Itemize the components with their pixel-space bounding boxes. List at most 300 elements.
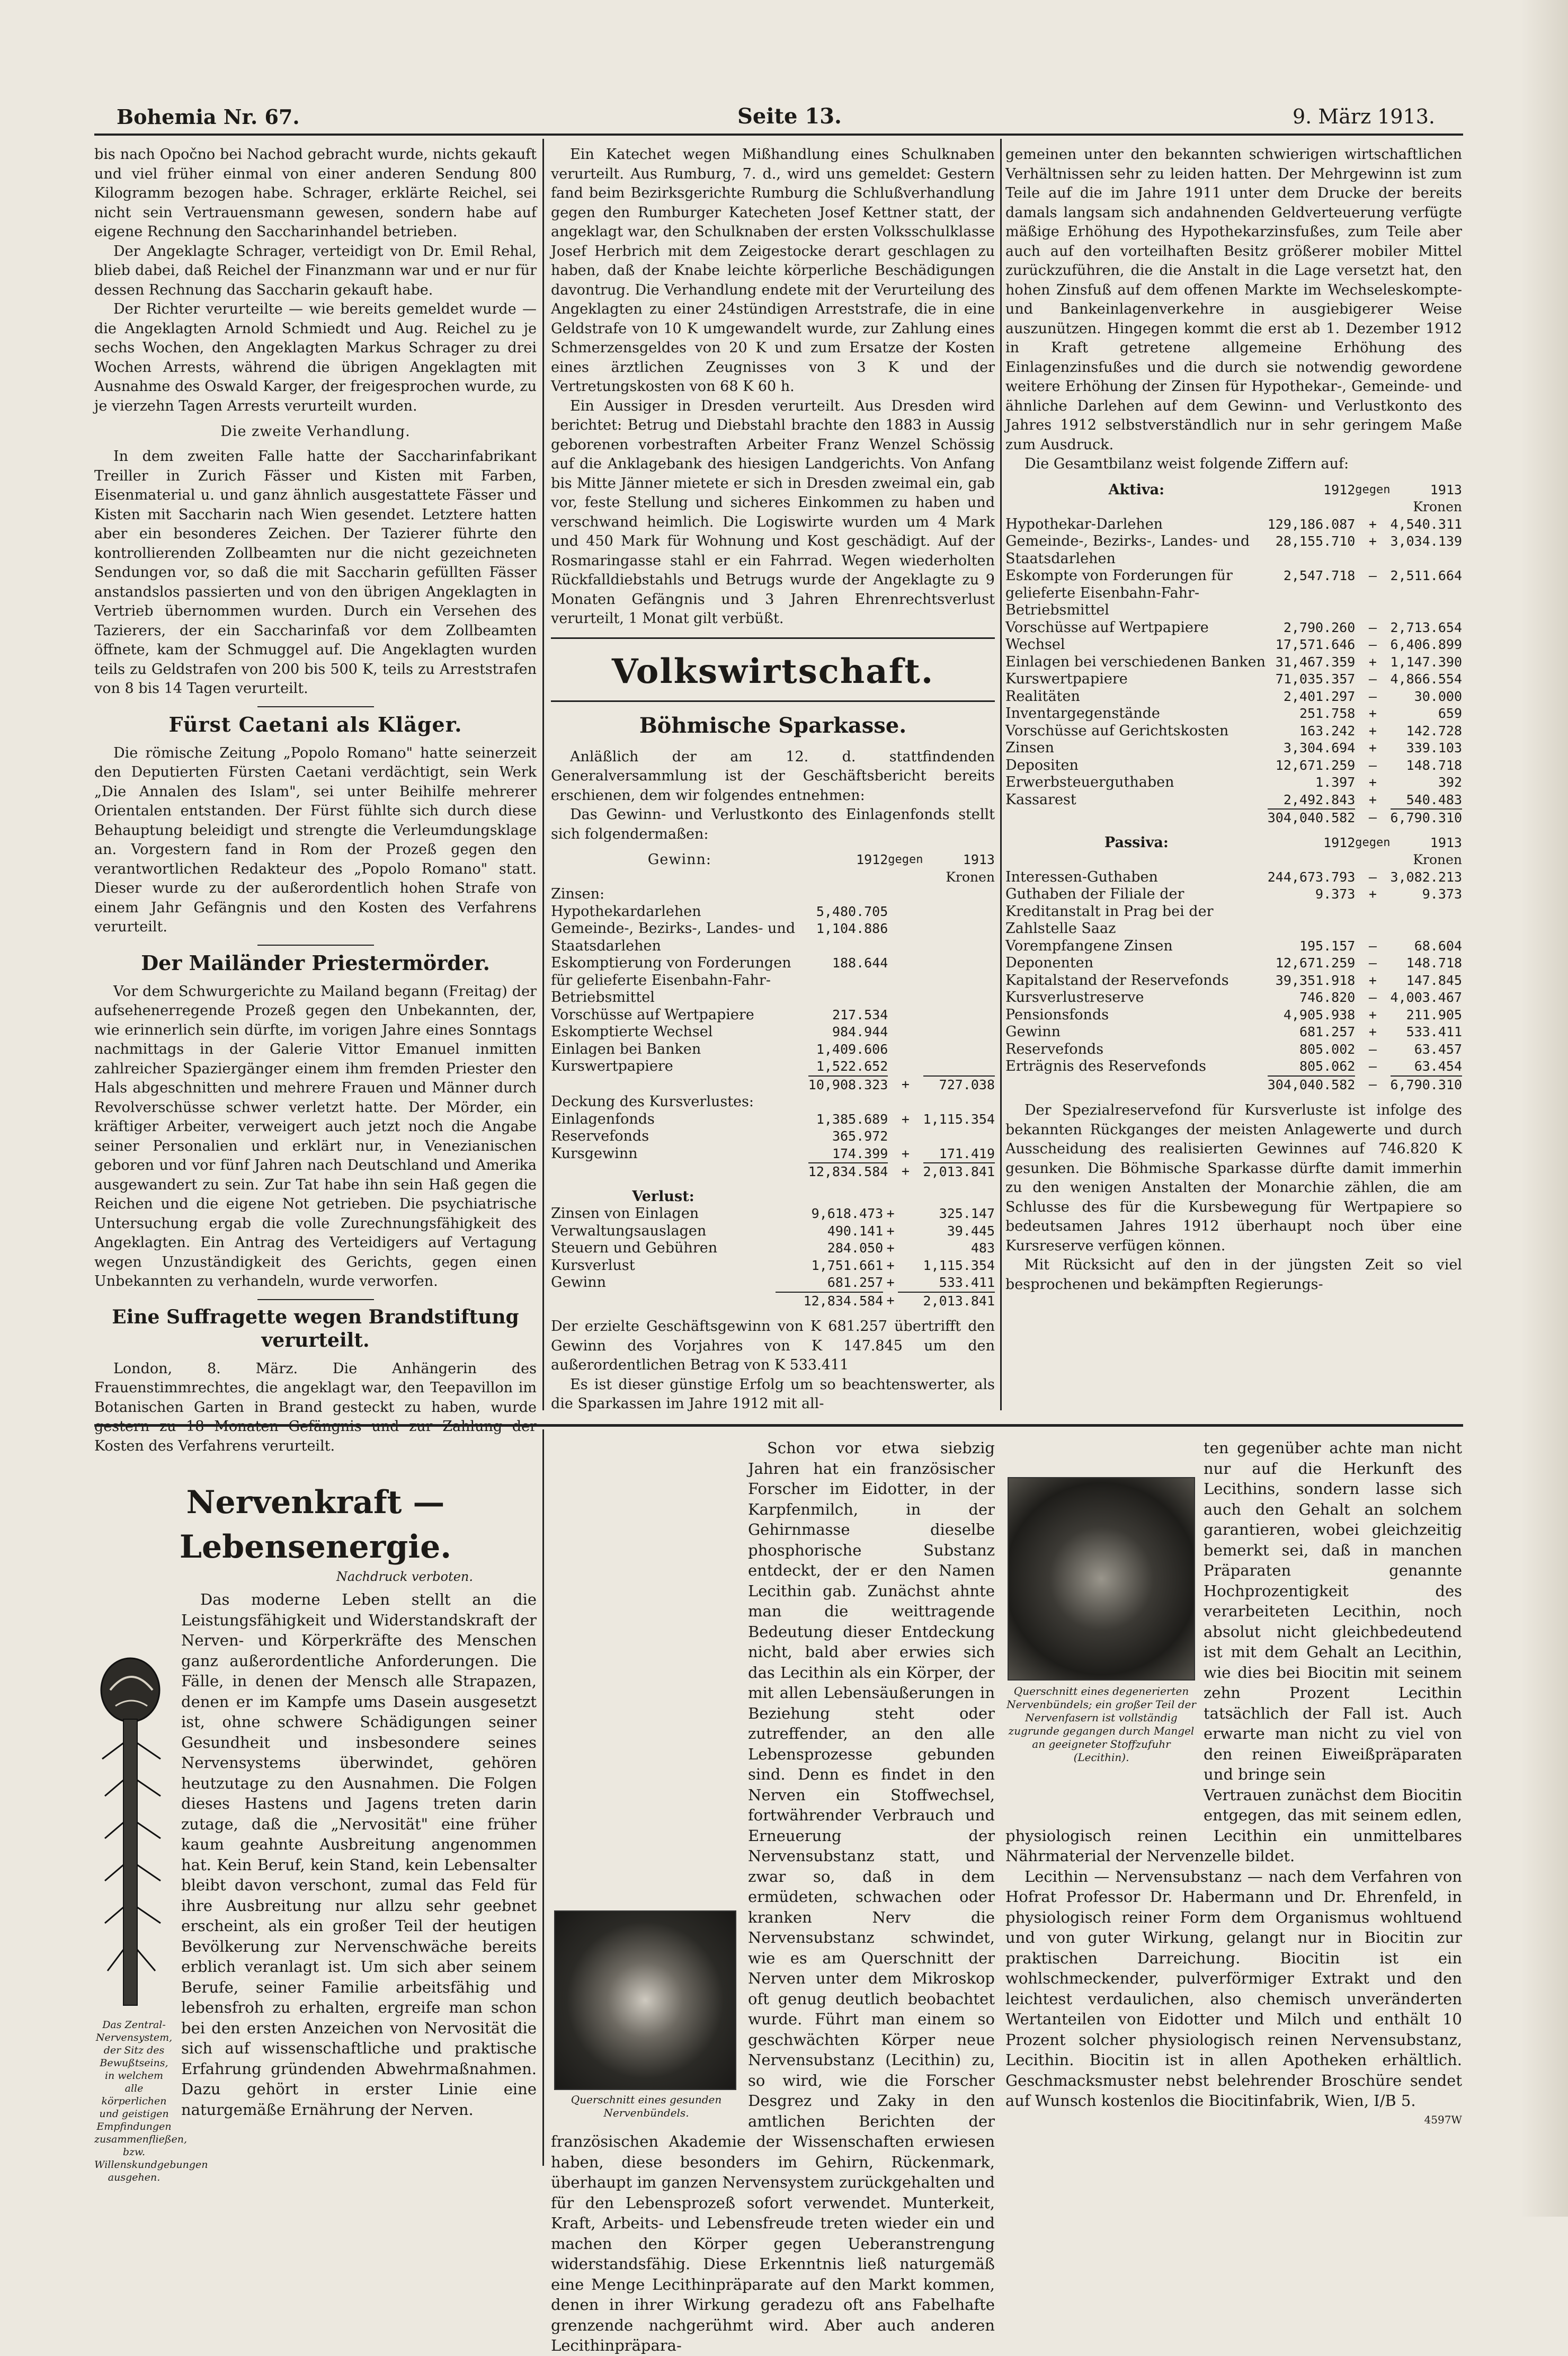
passiva-cell-label: Gewinn xyxy=(1005,1024,1061,1040)
gewinn-cell-label: Einlagenfonds xyxy=(551,1110,655,1127)
col1-separator-2 xyxy=(257,945,374,946)
verlust-cell-v: 284.050 xyxy=(827,1240,884,1256)
verlust-row xyxy=(551,1223,995,1240)
aktiva-cell-d: 4,540.311 xyxy=(1390,516,1462,532)
gewinn-cell-label: Gemeinde-, Bezirks-, Landes- und Staatsdarlehen xyxy=(551,920,796,954)
passiva-table xyxy=(1005,834,1462,1094)
aktiva-cell-d: 2,511.664 xyxy=(1390,568,1462,583)
aktiva-cell-label: Gemeinde-, Bezirks-, Landes- und Staatsdarlehen xyxy=(1005,533,1250,567)
ad-middle xyxy=(551,1438,995,2354)
gewinn-cell-v: 174.399 xyxy=(832,1145,888,1161)
gewinn-cell-label: Einlagen bei Banken xyxy=(551,1041,701,1057)
aktiva-cell-s: + xyxy=(1368,723,1377,739)
col1-para-1: bis nach Opočno bei Nachod gebracht wurde, nichts gekauft und viel früher einmal von einer anderen Sendung 800 Kilogramm bezogen habe. Schrager, erklärte Reichel, sei nicht sein Vertrauensmann gewesen, sondern habe auf eigene Rechnung den Saccharinhandel betrieben. xyxy=(94,146,537,240)
aktiva-row xyxy=(1005,757,1462,775)
aktiva-row xyxy=(1005,705,1462,723)
aktiva-cell-d: 148.718 xyxy=(1406,757,1462,773)
passiva-year-1913: 1913 xyxy=(1430,834,1462,850)
aktiva-row xyxy=(1005,516,1462,534)
aktiva-cell-v: 163.242 xyxy=(1299,723,1356,739)
aktiva-cell-d: 392 xyxy=(1438,775,1462,790)
section-title-volkswirtschaft: Volkswirtschaft. xyxy=(611,651,934,691)
gewinn-cell-v xyxy=(808,886,888,903)
gewinn-row xyxy=(551,903,995,921)
col3-para-2: Die Gesamtbilanz weist folgende Ziffern auf: xyxy=(1024,456,1349,472)
gewinn-row xyxy=(551,1007,995,1024)
verlust-cell-d: 2,013.841 xyxy=(898,1292,995,1310)
passiva-row xyxy=(1005,955,1462,972)
aktiva-cell-v: 2,492.843 xyxy=(1283,792,1356,807)
aktiva-cell-d: 6,406.899 xyxy=(1390,637,1462,652)
aktiva-cell-v: 3,304.694 xyxy=(1283,740,1356,755)
passiva-row xyxy=(1005,989,1462,1007)
col3-para-3: Der Spezialreservefond für Kursverluste ist infolge des bekannten Rückganges der meisten Anlagewerte und durch Ausscheidung des realisierten Gewinnes auf 746.820 K gesunken. Die Böhmische Sparkasse dürfte damit immerhin zu den wenigen Anstalten der Monarchie zählen, die am Schlusse des für die Kursbewegung für Wertpapiere so bedeutsamen Jahres 1912 überhaupt noch über eine Kursreserve verfügen können. xyxy=(1005,1102,1462,1254)
col1-separator-1 xyxy=(257,706,374,707)
aktiva-cell-d: 30.000 xyxy=(1414,688,1462,704)
gewinn-table-title: Gewinn: xyxy=(647,851,711,868)
col1-subheading: Die zweite Verhandlung. xyxy=(220,423,411,440)
ad-notice: Nachdruck verboten. xyxy=(336,1569,473,1584)
passiva-cell-d: 4,003.467 xyxy=(1390,990,1462,1005)
column-rule-1 xyxy=(542,139,544,1410)
verlust-cell-d: 533.411 xyxy=(939,1275,995,1290)
col1-para-5: Die römische Zeitung „Popolo Romano" hatte seinerzeit den Deputierten Fürsten Caetani verdächtigt, sein Werk „Die Annalen des Islam", sei unter Beihilfe mehrerer Orientalen entstanden. Der Fürst fühlte sich durch diese Behauptung beleidigt und strengte die Verleumdungsklage an. Vorgestern fand in Rom der Prozeß gegen den verantwortlichen Redakteur des „Popolo Romano" statt. Dieser wurde zu der außerordentlich hohen Strafe von einem Jahr Gefängnis und den Kosten des Verfahrens verurteilt. xyxy=(94,744,537,935)
verlust-cell-d: 483 xyxy=(970,1240,995,1256)
gewinn-gegen: gegen xyxy=(888,853,923,866)
gewinn-cell-d: 2,013.841 xyxy=(923,1163,995,1181)
passiva-row xyxy=(1005,1076,1462,1094)
gewinn-cell-label: Zinsen: xyxy=(551,886,605,902)
col2-para-intro: Anläßlich der am 12. d. stattfindenden Generalversammlung ist der Geschäftsbericht bereits erschienen, dem wir folgendes entnehmen: xyxy=(551,748,995,804)
aktiva-cell-d: 2,713.654 xyxy=(1390,619,1462,635)
gewinn-cell-s xyxy=(888,1058,923,1076)
ad-intro: Das moderne Leben stellt an die Leistungsfähigkeit und Widerstandskraft der Nerven- und Körperkräfte des Menschen ganz außerordentliche Anforderungen. Die Fälle, in denen der Mensch alle Strapazen, denen er im Kampfe ums Dasein ausgesetzt ist, ohne schwere Schädigungen seiner Gesundheit und insbesondere seines Nervensystems überwindet, gehören heutzutage zu den Ausnahmen. Die Folgen dieses Hastens und Jagens treten darin zutage, daß die „Nervosität" eine früher kaum geahnte Ausbreitung angenommen hat. Kein Beruf, kein Stand, kein Lebensalter bleibt davon verschont, zumal das Feld für ihre Ausbreitung nur allzu sehr geebnet erscheint, als ein großer Teil der heutigen Bevölkerung zur Nervenschwäche bereits erblich veranlagt ist. Um sich aber seinem Berufe, seiner Familie arbeitsfähig und lebensfroh zu erhalten, ergreife man schon bei den ersten Anzeichen von Nervosität die sich auf wissenschaftliche und praktische Erfahrung gründenden Abwehrmaßnahmen. Dazu gehört in erster Linie eine naturgemäße Ernährung der Nerven. xyxy=(181,1590,537,2119)
aktiva-cell-v: 28,155.710 xyxy=(1275,534,1356,549)
col1-para-7: London, 8. März. Die Anhängerin des Frauenstimmrechtes, die angeklagt war, den Teepavillon im Botanischen Garten in Brand gesteckt zu haben, wurde Kosten des Verfahrens verurteilt. xyxy=(94,1360,537,1454)
fig-degenerated-nerve xyxy=(1008,1477,1195,1681)
aktiva-cell-s: — xyxy=(1368,757,1377,773)
gewinn-cell-s xyxy=(888,1128,923,1145)
passiva-cell-s: + xyxy=(1368,1007,1377,1023)
passiva-cell-s: — xyxy=(1368,938,1377,954)
verlust-cell-s: + xyxy=(886,1206,895,1221)
gewinn-unit: Kronen xyxy=(946,869,995,885)
fig1-wrap xyxy=(551,1910,742,2128)
passiva-cell-s: + xyxy=(1368,972,1377,988)
fig-degenerated-caption: Querschnitt eines degenerierten Nervenbündels; ein großer Teil der Nervenfasern ist vollständig zugrunde gegangen durch Mangel an geeigneter Stoffzufuhr (Lecithin). xyxy=(1006,1685,1196,1764)
aktiva-row xyxy=(1005,654,1462,671)
verlust-row xyxy=(551,1292,995,1310)
ad-code: 4597W xyxy=(1424,2113,1462,2126)
col1-title-mailand: Der Mailänder Priestermörder. xyxy=(141,950,490,975)
passiva-cell-s: — xyxy=(1368,990,1377,1005)
gewinn-cell-s xyxy=(888,903,923,921)
verlust-cell-label: Kursverlust xyxy=(551,1257,635,1274)
aktiva-row xyxy=(1005,636,1462,654)
passiva-cell-v: 12,671.259 xyxy=(1275,955,1356,971)
aktiva-cell-v: 1.397 xyxy=(1315,775,1356,790)
aktiva-row xyxy=(1005,740,1462,757)
passiva-row xyxy=(1005,1024,1462,1041)
col2-title-sparkasse: Böhmische Sparkasse. xyxy=(639,713,907,738)
passiva-cell-d: 211.905 xyxy=(1406,1007,1462,1023)
passiva-cell-v: 681.257 xyxy=(1299,1024,1356,1039)
verlust-cell-label: Zinsen von Einlagen xyxy=(551,1205,699,1222)
verlust-cell-v: 12,834.584 xyxy=(776,1292,883,1310)
gewinn-row xyxy=(551,955,995,1007)
aktiva-cell-s: + xyxy=(1368,792,1377,807)
gewinn-row xyxy=(551,1145,995,1163)
aktiva-row xyxy=(1005,567,1462,619)
aktiva-cell-v: 304,040.582 xyxy=(1268,809,1356,827)
aktiva-row xyxy=(1005,792,1462,810)
gewinn-cell-d: 1,115.354 xyxy=(923,1111,995,1127)
gewinn-cell-d xyxy=(923,1058,995,1076)
gewinn-cell-label: Eskomptierung von Forderungen für gelieferte Eisenbahn-Fahr-Betriebsmittel xyxy=(551,955,791,1006)
gewinn-cell-s: + xyxy=(901,1145,910,1161)
aktiva-cell-v: 2,790.260 xyxy=(1283,619,1356,635)
gewinn-year-1913: 1913 xyxy=(963,852,995,867)
verlust-cell-label xyxy=(551,1292,776,1310)
gewinn-cell-v: 984.944 xyxy=(832,1024,888,1039)
passiva-cell-label: Erträgnis des Reservefonds xyxy=(1005,1058,1206,1074)
passiva-cell-d: 533.411 xyxy=(1406,1024,1462,1039)
gewinn-year-1912: 1912 xyxy=(856,852,888,867)
gewinn-cell-v: 1,409.606 xyxy=(816,1041,888,1057)
passiva-cell-d: 3,082.213 xyxy=(1390,869,1462,885)
passiva-unit: Kronen xyxy=(1413,852,1462,867)
gewinn-cell-v: 365.972 xyxy=(832,1128,888,1144)
verlust-cell-label: Gewinn xyxy=(551,1274,607,1291)
aktiva-cell-d: 659 xyxy=(1438,706,1462,721)
aktiva-cell-label: Kassarest xyxy=(1005,791,1076,808)
gewinn-cell-d xyxy=(923,920,995,955)
aktiva-unit: Kronen xyxy=(1413,499,1462,514)
aktiva-table-title: Aktiva: xyxy=(1108,481,1165,498)
aktiva-cell-label: Kurswertpapiere xyxy=(1005,671,1128,687)
verlust-cell-v: 490.141 xyxy=(827,1223,884,1239)
passiva-cell-v: 4,905.938 xyxy=(1283,1007,1356,1023)
gewinn-cell-v xyxy=(808,1093,888,1111)
passiva-row xyxy=(1005,972,1462,990)
aktiva-cell-label: Erwerbsteuerguthaben xyxy=(1005,774,1174,790)
gewinn-cell-d xyxy=(923,1041,995,1059)
aktiva-cell-label: Wechsel xyxy=(1005,636,1065,653)
aktiva-cell-d: 1,147.390 xyxy=(1390,654,1462,670)
header-rule xyxy=(94,134,1463,136)
aktiva-cell-s: + xyxy=(1368,740,1377,755)
gewinn-cell-d: 171.419 xyxy=(939,1145,995,1161)
aktiva-row xyxy=(1005,619,1462,637)
ad-right xyxy=(1005,1438,1462,2180)
passiva-cell-d: 68.604 xyxy=(1414,938,1462,954)
verlust-cell-s: + xyxy=(886,1223,895,1239)
aktiva-cell-v: 31,467.359 xyxy=(1275,654,1356,670)
aktiva-gegen: gegen xyxy=(1355,483,1391,496)
ad-left xyxy=(94,1438,537,2183)
col2-para-katechet: Ein Katechet wegen Mißhandlung eines Schulknaben verurteilt. Aus Rumburg, 7. d., wird uns gemeldet: Gestern fand beim Bezirksgerichte Rumburg die Schlußverhandlung gegen den Rumburger Katecheten Josef Kettner statt, der angeklagt war, den Schulknaben der ersten Volksschulklasse Josef Herbrich mit dem Zeigestocke derart geschlagen zu haben, daß der Knabe leichte körperliche Beschädigungen davontrug. Die Verhandlung endete mit der Verurteilung des Angeklagten zu einer 24stündigen Arreststrafe, die in eine Geldstrafe von 10 K umgewandelt wurde, zur Zahlung eines Schmerzensgeldes von 20 K und zum Ersatze der Kosten eines ärztlichen Zeugnisses von 3 K und der Vertretungskosten von 68 K 60 h. xyxy=(551,146,995,395)
gewinn-cell-s xyxy=(888,886,923,903)
aktiva-cell-d: 540.483 xyxy=(1406,792,1462,807)
passiva-row xyxy=(1005,1058,1462,1076)
aktiva-cell-s: + xyxy=(1368,516,1377,532)
ad-right-text-3: Lecithin — Nervensubstanz — nach dem Verfahren von Hofrat Professor Dr. Habermann und Dr. Ehrenfeld, in physiologisch reiner Form dem Organismus wohltuend und von guter Wirkung, gelangt nur in Biocitin zur praktischen Darreichung. Biocitin ist ein wohlschmeckender, pulverförmiger Extrakt und den leichtest verdaulichen, also chemisch unveränderten Wertanteilen von Eidotter und Milch und enthält 10 Prozent solcher physiologisch reinen Nervensubstanz, Lecithin. Biocitin ist in allen Apotheken erhältlich. Geschmacksmuster nebst belehrender Broschüre sendet auf Wunsch kostenlos die Biocitinfabrik, Wien, I/B 5. xyxy=(1005,1867,1462,2110)
gewinn-cell-d xyxy=(923,1128,995,1145)
aktiva-row xyxy=(1005,723,1462,740)
verlust-cell-s: + xyxy=(886,1275,895,1290)
aktiva-cell-s: — xyxy=(1368,619,1377,635)
aktiva-cell-s: — xyxy=(1368,810,1377,825)
passiva-gegen: gegen xyxy=(1355,835,1391,849)
aktiva-cell-label: Vorschüsse auf Wertpapiere xyxy=(1005,619,1209,636)
passiva-year-1912: 1912 xyxy=(1323,834,1356,850)
col1-para-4: In dem zweiten Falle hatte der Saccharinfabrikant Treiller in Zurich Fässer und Kisten mit Farben, Eisenmaterial u. und ganz ähnlich ausgestattete Fässer und Kisten mit Saccharin nach Wien gesendet. Letztere hatten aber ein besonderes Zeichen. Der Tazierer führte den kontrollierenden Zollbeamten nur die nicht gezeichneten Sendungen vor, so daß die mit Saccharin gefüllten Fässer anstandslos passierten und von den übrigen Angeklagten in Vertrieb übernommen wurden. Durch ein Versehen des Tazierers, der ein Saccharinfaß vor dem Zollbeamten öffnete, kam der Schmuggel auf. Die Angeklagten wurden teils zu Geldstrafen von 200 bis 500 K, teils zu Arreststrafen von 8 bis 14 Tagen verurteilt. xyxy=(94,448,537,697)
passiva-cell-label xyxy=(1005,1076,1268,1094)
header-page-number: Seite 13. xyxy=(737,104,842,129)
column-rule-2 xyxy=(1000,139,1002,1410)
passiva-cell-s: — xyxy=(1368,955,1377,971)
gewinn-cell-label: Kurswertpapiere xyxy=(551,1058,673,1074)
col1-separator-3 xyxy=(257,1299,374,1300)
col2-para-erfolg: Es ist dieser günstige Erfolg um so beachtenswerter, als die Sparkassen im Jahre 1912 mit all- xyxy=(551,1376,995,1412)
gewinn-cell-s xyxy=(888,920,923,955)
gewinn-cell-v: 1,385.689 xyxy=(816,1111,888,1127)
aktiva-cell-label: Realitäten xyxy=(1005,688,1080,705)
passiva-cell-d: 148.718 xyxy=(1406,955,1462,971)
gewinn-cell-s xyxy=(888,955,923,1007)
aktiva-cell-label: Hypothekar-Darlehen xyxy=(1005,515,1163,532)
passiva-cell-s: + xyxy=(1368,886,1377,902)
gewinn-row xyxy=(551,1024,995,1041)
passiva-cell-v: 9.373 xyxy=(1315,886,1356,902)
gewinn-cell-v: 5,480.705 xyxy=(816,903,888,919)
verlust-cell-v: 1,751.661 xyxy=(811,1257,884,1273)
gewinn-cell-v: 188.644 xyxy=(832,955,888,971)
col1-title-caetani: Fürst Caetani als Kläger. xyxy=(168,712,462,736)
header-date: 9. März 1913. xyxy=(1293,105,1435,128)
aktiva-cell-label: Einlagen bei verschiedenen Banken xyxy=(1005,653,1266,670)
aktiva-row xyxy=(1005,809,1462,827)
spine-figure xyxy=(94,1653,208,2183)
spine-caption: Das Zentral-Nervensystem, der Sitz des Bewußtseins, in welchem alle körperlichen und geistigen Empfindungen zusammenfließen, bzw. Willenskundgebungen ausgehen. xyxy=(94,2019,208,2183)
gewinn-cell-v: 1,522.652 xyxy=(816,1059,888,1074)
ad-middle-text: Schon vor etwa siebzig Jahren hat ein französischer Forscher im Eidotter, in der Karpfenmilch, in der Gehirnmasse dieselbe phosphorische Substanz entdeckt, der er den Namen Lecithin gab. Zunächst ahnte man die weittragende Bedeutung dieser Entdeckung nicht, bald aber erwies sich das Lecithin als ein Körper, der mit allen Lebensäußerungen in Beziehung steht oder zutreffender, an den alle Lebensprozesse gebunden sind. Denn es findet in den Nerven ein Stoffwechsel, fortwährender Verbrauch und Erneuerung der Nervensubstanz statt, und zwar so, daß in dem ermüdeten, schwachen oder kranken Nerv die Nervensubstanz schwindet, wie es am Querschnitt der Nerven unter dem Mikroskop oft genug deutlich beobachtet wurde. Führt man einem so geschwächten Körper neue Nervensubstanz (Lecithin) zu, so wird, wie die Forscher Desgrez und Zaky in den amtlichen Berichten der französischen Akademie der Wissenschaften erwiesen haben, diese besonders im Gehirn, Rückenmark, überhaupt im ganzen Nervensystem zurückgehalten und für den Lebensprozeß sofort verwendet. Munterkeit, Kraft, Arbeits- und Lebensfreude treten wieder ein und machen den Körper gegen Ueberanstrengung widerstandsfähig. Diese Erkenntnis ließ naturgemäß eine Menge Lecithinpräparate auf den Markt kommen, denen in ihrer Wirkung geradezu oft ans Fabelhafte grenzende nachgerühmt wird. Aber auch anderen Lecithinpräpara- xyxy=(551,1439,995,2354)
aktiva-cell-s: — xyxy=(1368,637,1377,652)
passiva-cell-v: 244,673.793 xyxy=(1267,869,1356,885)
verlust-row xyxy=(551,1274,995,1292)
gewinn-cell-label: Vorschüsse auf Wertpapiere xyxy=(551,1006,754,1023)
gewinn-row xyxy=(551,1128,995,1145)
aktiva-cell-s: + xyxy=(1368,706,1377,721)
gewinn-cell-d xyxy=(923,1007,995,1024)
aktiva-cell-label: Vorschüsse auf Gerichtskosten xyxy=(1005,722,1229,739)
aktiva-cell-v: 251.758 xyxy=(1299,706,1356,721)
gewinn-cell-d xyxy=(923,886,995,903)
aktiva-year-1913: 1913 xyxy=(1430,482,1462,497)
verlust-cell-v: 9,618.473 xyxy=(811,1206,884,1221)
gewinn-cell-label xyxy=(551,1076,808,1094)
passiva-cell-label: Deponenten xyxy=(1005,955,1094,971)
spine-illustration xyxy=(94,1653,174,2013)
aktiva-cell-v: 129,186.087 xyxy=(1267,516,1356,532)
passiva-row xyxy=(1005,1041,1462,1059)
fig-healthy-caption: Querschnitt eines gesunden Nervenbündels. xyxy=(571,2093,722,2119)
passiva-cell-v: 805.002 xyxy=(1299,1041,1356,1057)
fig2-wrap xyxy=(1005,1477,1197,1813)
gewinn-row xyxy=(551,920,995,955)
gewinn-row xyxy=(551,1093,995,1111)
aktiva-cell-d: 339.103 xyxy=(1406,740,1462,755)
passiva-cell-label: Kursverlustreserve xyxy=(1005,989,1144,1006)
passiva-cell-s: — xyxy=(1368,1076,1377,1092)
gewinn-row xyxy=(551,1041,995,1059)
verlust-cell-label: Steuern und Gebühren xyxy=(551,1240,718,1256)
aktiva-year-1912: 1912 xyxy=(1323,482,1356,497)
verlust-row xyxy=(551,1240,995,1257)
aktiva-cell-v: 2,547.718 xyxy=(1283,568,1356,583)
col2-para-aussiger: Ein Aussiger in Dresden verurteilt. Aus Dresden wird berichtet: Betrug und Diebstahl brachte den 1883 in Aussig geborenen vorbestraften Arbeiter Franz Wenzel Schössig auf die Anklagebank des hiesigen Landgerichts. Von Anfang bis Mitte Jänner mietete er sich in Dresden zweimal ein, gab vor, feste Stellung und sicheres Einkommen zu haben und verschwand heimlich. Die Logiswirte wurden um 4 Mark und 450 Mark für Wohnung und Kost geschädigt. Auf der Rosmaringasse stahl er ein Fahrrad. Wegen wiederholten Rückfalldiebstahls und Betrugs wurde der Angeklagte zu 9 Monaten Gefängnis und 3 Jahren Ehrenrechtsverlust verurteilt, 1 Monat gilt verbüßt. xyxy=(551,397,995,627)
gewinn-cell-d xyxy=(923,1093,995,1111)
aktiva-cell-label: Depositen xyxy=(1005,757,1079,774)
gewinn-cell-s: + xyxy=(901,1111,910,1127)
aktiva-cell-s: + xyxy=(1368,775,1377,790)
passiva-row xyxy=(1005,886,1462,938)
col2-para-konto: Das Gewinn- und Verlustkonto des Einlagenfonds stellt sich folgendermaßen: xyxy=(551,806,995,842)
passiva-row xyxy=(1005,1007,1462,1024)
gewinn-cell-v: 12,834.584 xyxy=(808,1163,888,1181)
verlust-cell-v: 681.257 xyxy=(827,1275,884,1290)
gewinn-row xyxy=(551,1076,995,1094)
aktiva-cell-d: 4,866.554 xyxy=(1390,671,1462,687)
gewinn-cell-v: 1,104.886 xyxy=(816,921,888,936)
ad-title: Nervenkraft — Lebensenergie. xyxy=(179,1484,452,1566)
aktiva-cell-d: 3,034.139 xyxy=(1390,534,1462,549)
gewinn-cell-v: 217.534 xyxy=(832,1007,888,1023)
verlust-table-title: Verlust: xyxy=(632,1188,694,1205)
aktiva-cell-label: Inventargegenstände xyxy=(1005,705,1160,722)
passiva-row xyxy=(1005,869,1462,886)
col2-section-rule xyxy=(551,637,995,639)
column-3 xyxy=(1005,145,1462,1411)
gewinn-cell-label: Deckung des Kursverlustes: xyxy=(551,1093,754,1110)
verlust-cell-label: Verwaltungsauslagen xyxy=(551,1222,707,1239)
passiva-cell-label: Interessen-Guthaben xyxy=(1005,868,1158,885)
aktiva-row xyxy=(1005,774,1462,792)
aktiva-cell-s: + xyxy=(1368,654,1377,670)
passiva-cell-v: 39,351.918 xyxy=(1275,972,1356,988)
aktiva-cell-d: 6,790.310 xyxy=(1391,809,1462,827)
passiva-cell-d: 9.373 xyxy=(1422,886,1462,902)
passiva-cell-label: Vorempfangene Zinsen xyxy=(1005,937,1173,954)
ad-right-text-1: ten gegenüber achte man nicht nur auf die Herkunft des Lecithins, sondern lasse sich auch den Gehalt an solchem garantieren, wobei gleichzeitig bemerkt sei, daß in manchen Präparaten genannte Hochprozentigkeit des verarbeiteten Lecithin, noch absolut nicht gleichbedeutend ist mit dem Gehalt an Lecithin, wie dies bei Biocitin mit seinem zehn Prozent Lecithin tatsächlich der Fall ist. Auch erwarte man nicht zu viel von den reinen Eiweißpräparaten und bringe sein xyxy=(1204,1439,1462,1783)
passiva-cell-label: Pensionsfonds xyxy=(1005,1006,1109,1023)
gewinn-cell-label: Hypothekardarlehen xyxy=(551,903,701,920)
passiva-cell-d: 147.845 xyxy=(1406,972,1462,988)
passiva-cell-s: — xyxy=(1368,1041,1377,1057)
gewinn-cell-label: Eskomptierte Wechsel xyxy=(551,1024,713,1040)
fig-healthy-nerve xyxy=(554,1910,736,2090)
gewinn-row xyxy=(551,1058,995,1076)
col3-para-4: Mit Rücksicht auf den in der jüngsten Zeit so viel besprochenen und bekämpften Regierungs- xyxy=(1005,1257,1462,1293)
gewinn-table xyxy=(551,851,995,1181)
ad-divider xyxy=(94,1424,1463,1427)
gewinn-cell-label: Reservefonds xyxy=(551,1128,649,1144)
gewinn-cell-label: Kursgewinn xyxy=(551,1145,638,1162)
passiva-cell-s: — xyxy=(1368,1059,1377,1074)
passiva-cell-v: 805.062 xyxy=(1299,1059,1356,1074)
gewinn-cell-s: + xyxy=(901,1163,910,1179)
ad-rule-1 xyxy=(542,1429,544,2166)
passiva-cell-v: 746.820 xyxy=(1299,990,1356,1005)
aktiva-cell-label: Eskompte von Forderungen für gelieferte Eisenbahn-Fahr-Betriebsmittel xyxy=(1005,567,1233,618)
verlust-table xyxy=(551,1188,995,1310)
column-1 xyxy=(94,145,537,1454)
passiva-row xyxy=(1005,938,1462,955)
aktiva-cell-v: 71,035.357 xyxy=(1275,671,1356,687)
column-2 xyxy=(551,145,995,1411)
col2-section-rule-2 xyxy=(551,700,995,702)
gewinn-cell-s xyxy=(888,1007,923,1024)
gewinn-cell-s xyxy=(888,1024,923,1041)
passiva-cell-v: 195.157 xyxy=(1299,938,1356,954)
verlust-cell-s: + xyxy=(886,1257,895,1273)
page-edge xyxy=(1520,0,1568,2217)
col1-para-3: Der Richter verurteilte — wie bereits gemeldet wurde — die Angeklagten Arnold Schmiedt und Aug. Reichel zu je sechs Wochen, den Angeklagten Markus Schrager zu drei Wochen Arrests, während die übrigen Angeklagten mit Ausnahme des Oswald Karger, der freigesprochen wurde, zu je vierzehn Tagen Arrests verurteilt wurden. xyxy=(94,301,537,414)
passiva-cell-s: + xyxy=(1368,1024,1377,1039)
aktiva-cell-label: Zinsen xyxy=(1005,740,1055,756)
passiva-cell-d: 63.457 xyxy=(1414,1041,1462,1057)
aktiva-cell-s: — xyxy=(1368,568,1377,583)
gewinn-cell-s xyxy=(888,1041,923,1059)
passiva-cell-v: 304,040.582 xyxy=(1268,1076,1356,1094)
passiva-cell-label: Reservefonds xyxy=(1005,1041,1104,1057)
gewinn-row xyxy=(551,1163,995,1181)
aktiva-table xyxy=(1005,482,1462,827)
verlust-cell-s: + xyxy=(886,1292,895,1308)
col1-title-suffragette: Eine Suffragette wegen Brandstiftung verurteilt. xyxy=(112,1305,519,1352)
col3-para-1: gemeinen unter den bekannten schwierigen wirtschaftlichen Verhältnissen sehr zu leiden hatten. Der Mehrgewinn ist zum Teile auf die im Jahre 1911 unter dem Drucke der bereits damals langsam sich andahnenden Geldverteuerung verfügte mäßige Erhöhung des Hypothekarzinsfußes, zum Teile aber auch auf den vorteilhaften Besitz größerer mobiler Mittel zurückzuführen, die die Anstalt in die Lage versetzt hat, den hohen Zinsfuß auf dem offenen Markte im Wechseleskompte- und Bankeinlagenverkehre in ausgiebigerer Weise auszunützen. Hingegen kommt die erst ab 1. Dezember 1912 in Kraft getretene allgemeine Erhöhung des Einlagenzinsfußes und die durch sie notwendig gewordene weitere Erhöhung der Zinsen für Hypothekar-, Gemeinde- und ähnliche Darlehen auf dem Gewinn- und Verlustkonto des Jahres 1912 selbstverständlich nur in sehr geringem Maße zum Ausdruck. xyxy=(1005,146,1462,453)
gewinn-cell-label xyxy=(551,1163,808,1181)
aktiva-cell-v: 2,401.297 xyxy=(1283,688,1356,704)
aktiva-cell-d: 142.728 xyxy=(1406,723,1462,739)
aktiva-cell-s: — xyxy=(1368,688,1377,704)
passiva-cell-d: 6,790.310 xyxy=(1391,1076,1462,1094)
aktiva-cell-v: 17,571.646 xyxy=(1275,637,1356,652)
aktiva-row xyxy=(1005,688,1462,706)
verlust-row xyxy=(551,1205,995,1223)
gewinn-row xyxy=(551,886,995,903)
gewinn-cell-s: + xyxy=(901,1076,910,1092)
gewinn-cell-v: 10,908.323 xyxy=(808,1076,888,1094)
verlust-cell-d: 39.445 xyxy=(947,1223,995,1239)
passiva-cell-d: 63.454 xyxy=(1414,1059,1462,1074)
gewinn-cell-d xyxy=(923,903,995,921)
verlust-cell-d: 1,115.354 xyxy=(923,1257,995,1273)
gewinn-cell-s xyxy=(888,1093,923,1111)
gewinn-row xyxy=(551,1111,995,1128)
aktiva-row xyxy=(1005,671,1462,688)
aktiva-cell-v: 12,671.259 xyxy=(1275,757,1356,773)
passiva-cell-label: Guthaben der Filiale der Kreditanstalt in Prag bei der Zahlstelle Saaz xyxy=(1005,886,1214,937)
col1-para-6: Vor dem Schwurgerichte zu Mailand begann (Freitag) der aufsehenerregende Prozeß gegen den Unbekannten, der, wie erinnerlich sein dürfte, im vorigen Jahre eines Sonntags nachmittags in der Galerie Vittor Emanuel inmitten zahlreicher Spaziergänger einem ihm fremden Priester den Hals abgeschnitten und mehrere Frauen und Männer durch Revolverschüsse schwer verletzt hatte. Der Mörder, ein kräftiger Arbeiter, verweigert auch jetzt noch die Angabe seiner Personalien und erklärt nur, in Venezianischen geboren und vor fünf Jahren nach Deutschland und Amerika ausgewandert zu sein. Zur Tat habe ihn sein Haß gegen die Reichen und die eigene Not getrieben. Die psychiatrische Untersuchung ergab die volle Zurechnungsfähigkeit des Angeklagten. Ein Antrag des Verteidigers auf Vertagung wegen Unzuständigkeit des Gerichts, gegen einen Unbekannten zu verhandeln, wurde verworfen. xyxy=(94,983,537,1290)
passiva-cell-label: Kapitalstand der Reservefonds xyxy=(1005,972,1229,989)
ad-right-text-2: Vertrauen zunächst dem Biocitin entgegen, das mit seinem edlen, physiologisch reinen Lecithin ein unmittelbares Nährmaterial der Nervenzelle bildet. xyxy=(1005,1785,1462,1865)
verlust-row xyxy=(551,1257,995,1275)
passiva-cell-s: — xyxy=(1368,869,1377,885)
aktiva-row xyxy=(1005,533,1462,567)
header-issue: Bohemia Nr. 67. xyxy=(117,105,300,129)
verlust-cell-s: + xyxy=(886,1240,895,1256)
